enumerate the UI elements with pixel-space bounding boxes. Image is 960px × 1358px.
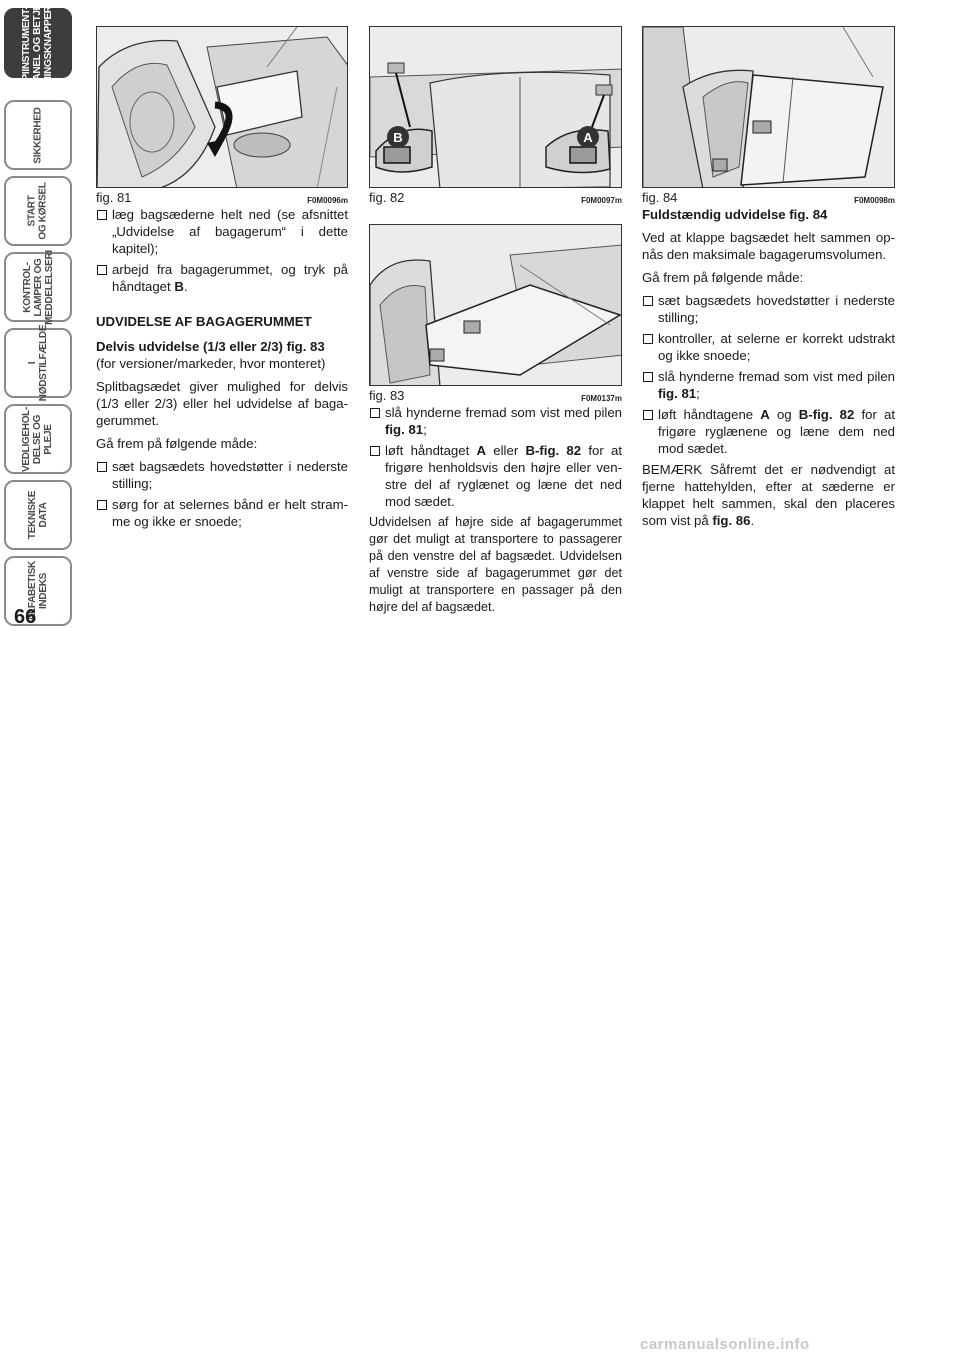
figure-82-illustration <box>369 26 622 188</box>
figure-82-label: fig. 82 <box>369 190 405 205</box>
marker-b: B <box>393 130 403 145</box>
list-item: slå hynderne fremad som vist med pilen fig. 81; <box>642 368 895 402</box>
list-item: sørg for at selernes bånd er helt stramme og ikke er snoede; <box>96 496 348 530</box>
page-number: 66 <box>14 606 37 628</box>
tab-kontrollamper[interactable]: KONTROL- LAMPER OG MEDDELELSERI <box>4 252 72 322</box>
seat-partial-fold-illustration <box>370 225 622 386</box>
figure-81-illustration <box>96 26 348 188</box>
list-item: sæt bagsædets hovedstøtter i nederste stilling; <box>96 458 348 492</box>
marker-a: A <box>583 130 593 145</box>
seat-fold-illustration <box>97 27 348 188</box>
list-item: løft håndtagene A og B-fig. 82 for at frigøre ryglænene og læne dem ned mod sædet. <box>642 406 895 457</box>
figure-84-code: F0M0098m <box>854 196 895 205</box>
subheading: Fuldstændig udvidelse fig. 84 <box>642 207 828 222</box>
note-paragraph: BEMÆRK Såfremt det er nødvendigt at fjerne hattehylden, efter at sæderne er klappet helt sammen, skal den placeres som vist på fig. 86. <box>642 462 895 528</box>
watermark: carmanualsonline.info <box>640 1336 810 1353</box>
paragraph: Udvidelsen af højre side af bagagerummet gør det muligt at transportere to passagerer på den venstre del af bagsædet. Udvidelsen af venstre side af bagagerummet gør det muligt at transportere en passager på den højre del af bagsædet. <box>369 515 622 614</box>
paragraph: Ved at klappe bagsædet helt sammen opnås den maksimale bagagerumsvolumen. <box>642 230 895 262</box>
paragraph: Gå frem på følgende måde: <box>642 270 804 285</box>
figure-84-label: fig. 84 <box>642 190 678 205</box>
tab-start-og-korsel[interactable]: START OG KØRSEL <box>4 176 72 246</box>
tab-tekniske-data[interactable]: TEKNISKE DATA <box>4 480 72 550</box>
list-item: arbejd fra bagagerummet, og tryk på håndtaget B. <box>96 261 348 295</box>
figure-83-illustration <box>369 224 622 386</box>
side-tab-index <box>0 0 80 640</box>
tab-alfabetisk-indeks[interactable]: ALFABETISK INDEKS <box>4 556 72 626</box>
text-column-1 <box>96 206 348 534</box>
paragraph: Gå frem på følgende måde: <box>96 436 258 451</box>
paragraph: Splitbagsædet giver mulighed for delvis (1/3 eller 2/3) eller hel udvidelse af bagagerummet. <box>96 379 348 428</box>
figure-81-code: F0M0096m <box>307 196 348 205</box>
text-column-2 <box>369 404 622 622</box>
subheading-note: (for versioner/markeder, hvor monteret) <box>96 356 326 371</box>
list-item: sæt bagsædets hovedstøtter i nederste stilling; <box>642 292 895 326</box>
figure-83-label: fig. 83 <box>369 388 405 403</box>
figure-81-label: fig. 81 <box>96 190 132 205</box>
tab-vedligeholdelse[interactable]: VEDLIGEHOL- DELSE OG PLEJE <box>4 404 72 474</box>
seat-handles-illustration <box>370 27 622 188</box>
tab-sikkerhed[interactable]: SIKKERHED <box>4 100 72 170</box>
figure-84-illustration <box>642 26 895 188</box>
figure-83-code: F0M0137m <box>581 394 622 403</box>
list-item: kontroller, at selerne er korrekt udstrakt og ikke snoede; <box>642 330 895 364</box>
seats-folded-illustration <box>643 27 895 188</box>
text-column-3 <box>642 206 895 535</box>
list-item: slå hynderne fremad som vist med pilen fig. 81; <box>369 404 622 438</box>
subheading: Delvis udvidelse (1/3 eller 2/3) fig. 83 <box>96 339 325 354</box>
section-heading: UDVIDELSE AF BAGAGERUMMET <box>96 314 312 329</box>
tab-nodstilfaelde[interactable]: I NØDSTILFÆLDE <box>4 328 72 398</box>
tab-instrumentpanel[interactable]: PIINSTRUMENT- PANEL OG BETJE- NINGSKNAPPERI <box>4 8 72 78</box>
list-item: læg bagsæderne helt ned (se afsnittet „Udvidelse af bagagerum“ i dette kapitel); <box>96 206 348 257</box>
figure-82-code: F0M0097m <box>581 196 622 205</box>
list-item: løft håndtaget A eller B-fig. 82 for at frigøre henholdsvis den højre eller venstre del af ryglænet og læne det ned mod sædet. <box>369 442 622 510</box>
